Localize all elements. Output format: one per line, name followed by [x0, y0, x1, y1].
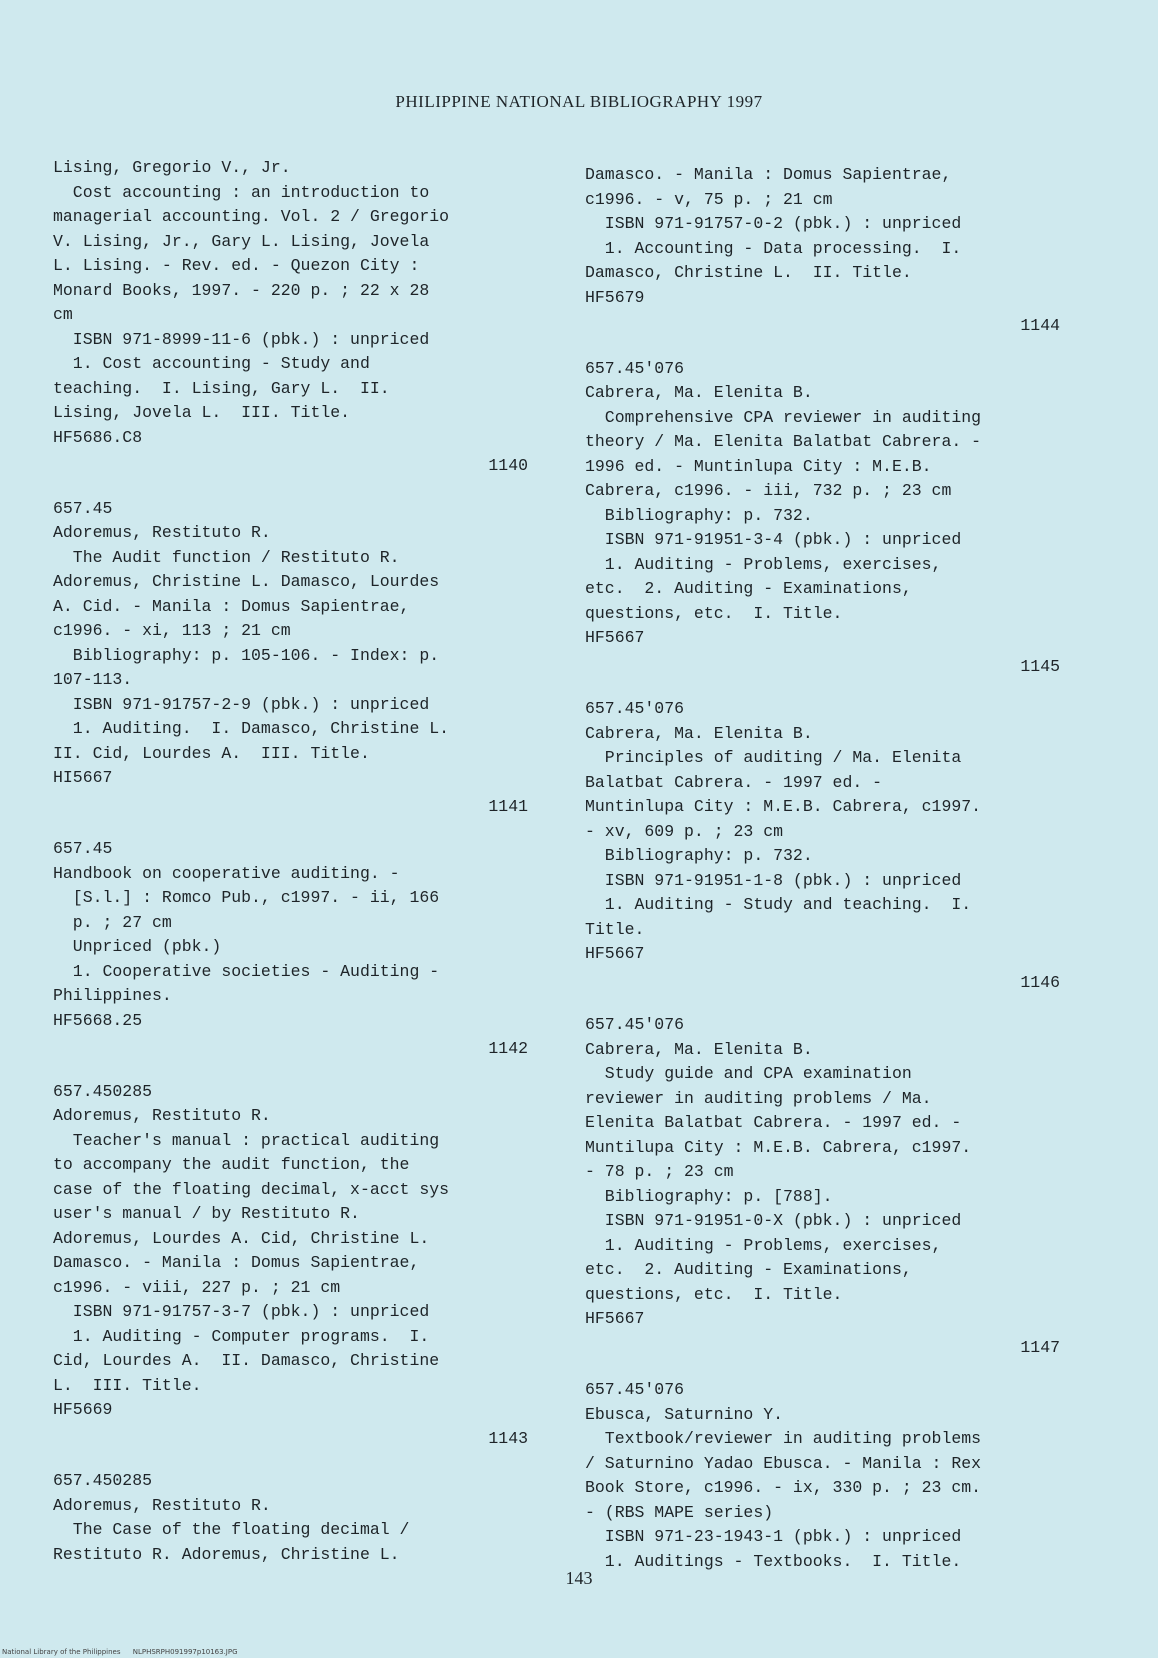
entry-line: 657.45'076	[585, 358, 685, 378]
entry-line: ISBN 971-91757-2-9 (pbk.) : unpriced	[53, 694, 430, 714]
entry-number: 1144	[1020, 316, 1060, 335]
entry-line: Cabrera, Ma. Elenita B.	[585, 1039, 813, 1059]
entry-line: Teacher's manual : practical auditing	[53, 1130, 440, 1150]
entry-line: c1996. - xi, 113 ; 21 cm	[53, 621, 291, 640]
entry-line: Adoremus, Restituto R.	[53, 523, 271, 542]
entry-line: 1. Auditing - Problems, exercises,	[585, 1235, 942, 1255]
entry-line: Adoremus, Lourdes A. Cid, Christine L.	[53, 1228, 430, 1248]
entry-line: 107-113.	[53, 670, 133, 689]
entry-line: 1. Accounting - Data processing. I.	[585, 238, 962, 258]
entry-line: Bibliography: p. [788].	[585, 1186, 833, 1206]
entry-line: Cost accounting : an introduction to	[53, 182, 430, 202]
entry-line: Textbook/reviewer in auditing problems	[585, 1429, 982, 1448]
entry-line: 1. Auditing - Computer programs. I.	[53, 1326, 430, 1346]
entry-line: ISBN 971-91757-0-2 (pbk.) : unpriced	[585, 214, 962, 233]
entry-line: ISBN 971-91951-0-X (pbk.) : unpriced	[585, 1211, 962, 1230]
bibliography-entry	[585, 163, 1060, 339]
entry-line: Cabrera, Ma. Elenita B.	[585, 723, 813, 743]
entry-line: Elenita Balatbat Cabrera. - 1997 ed. -	[585, 1113, 962, 1132]
entry-line: teaching. I. Lising, Gary L. II.	[53, 378, 390, 398]
entry-line: Lising, Gregorio V., Jr.	[53, 158, 291, 177]
entry-line: 657.45'076	[585, 699, 685, 718]
entry-line: Handbook on cooperative auditing. -	[53, 863, 400, 883]
entry-line: - 78 p. ; 23 cm	[585, 1162, 734, 1181]
entry-line: 1. Cooperative societies - Auditing -	[53, 961, 440, 981]
entry-line: HF5686.C8	[53, 427, 143, 447]
entry-number: 1140	[488, 456, 528, 475]
footer-file: NLPHSRPH091997p10163.JPG	[132, 1648, 238, 1656]
entry-line: Muntinlupa City : M.E.B. Cabrera, c1997.	[585, 797, 982, 816]
left-column	[53, 156, 528, 1585]
entry-line: questions, etc. I. Title.	[585, 1284, 843, 1304]
entry-line: c1996. - v, 75 p. ; 21 cm	[585, 189, 833, 209]
entry-line: 657.450285	[53, 1471, 153, 1490]
entry-line: The Case of the floating decimal /	[53, 1520, 410, 1539]
entry-number: 1146	[1020, 972, 1060, 992]
entry-line: Comprehensive CPA reviewer in auditing	[585, 407, 982, 427]
entry-line: 657.45'076	[585, 1380, 685, 1399]
entry-line: 1. Cost accounting - Study and	[53, 354, 370, 373]
entry-line: HF5667	[585, 944, 645, 963]
entry-line: Balatbat Cabrera. - 1997 ed. -	[585, 772, 883, 792]
entry-line: Adoremus, Christine L. Damasco, Lourdes	[53, 572, 440, 591]
entry-line: 1. Auditing. I. Damasco, Christine L.	[53, 719, 450, 738]
entry-line: A. Cid. - Manila : Domus Sapientrae,	[53, 596, 410, 616]
bibliography-entry	[53, 837, 528, 1062]
entry-line: Unpriced (pbk.)	[53, 937, 222, 956]
entry-line: user's manual / by Restituto R.	[53, 1204, 360, 1223]
entry-line: HF5667	[585, 1309, 645, 1328]
entry-line: Monard Books, 1997. - 220 p. ; 22 x 28	[53, 280, 430, 300]
entry-line: Adoremus, Restituto R.	[53, 1106, 271, 1125]
entry-line: Damasco, Christine L. II. Title.	[585, 263, 912, 282]
scan-footer	[2, 1648, 248, 1656]
entry-line: theory / Ma. Elenita Balatbat Cabrera. -	[585, 432, 982, 451]
entry-line: [S.l.] : Romco Pub., c1997. - ii, 166	[53, 888, 440, 907]
entry-line: 1. Auditing - Study and teaching. I.	[585, 895, 972, 914]
entry-line: etc. 2. Auditing - Examinations,	[585, 579, 912, 598]
entry-line: L. III. Title.	[53, 1375, 202, 1395]
entry-line: 657.45'076	[585, 1015, 685, 1034]
entry-line: Damasco. - Manila : Domus Sapientrae,	[53, 1253, 420, 1272]
entry-line: 1. Auditings - Textbooks. I. Title.	[585, 1551, 962, 1571]
entry-line: Book Store, c1996. - ix, 330 p. ; 23 cm.	[585, 1478, 982, 1497]
entry-line: Muntilupa City : M.E.B. Cabrera, c1997.	[585, 1137, 972, 1157]
page-number: 143	[565, 1568, 593, 1588]
right-column	[585, 163, 1060, 1592]
entry-line: ISBN 971-91951-1-8 (pbk.) : unpriced	[585, 870, 962, 890]
footer-library: National Library of the Philippines	[2, 1648, 121, 1656]
entry-line: L. Lising. - Rev. ed. - Quezon City :	[53, 256, 420, 275]
entry-line: Study guide and CPA examination	[585, 1064, 912, 1083]
entry-line: 657.45	[53, 839, 113, 858]
entry-line: Cabrera, c1996. - iii, 732 p. ; 23 cm	[585, 481, 952, 500]
entry-line: II. Cid, Lourdes A. III. Title.	[53, 743, 370, 763]
entry-line: ISBN 971-23-1943-1 (pbk.) : unpriced	[585, 1527, 962, 1546]
entry-line: Title.	[585, 919, 645, 939]
entry-line: HF5679	[585, 287, 645, 307]
entry-line: Bibliography: p. 732.	[585, 505, 813, 525]
entry-line: managerial accounting. Vol. 2 / Gregorio	[53, 207, 450, 226]
entry-line: questions, etc. I. Title.	[585, 603, 843, 623]
entry-line: Principles of auditing / Ma. Elenita	[585, 748, 962, 767]
entry-line: Cabrera, Ma. Elenita B.	[585, 383, 813, 402]
entry-line: 657.45	[53, 498, 113, 518]
entry-number: 1147	[1020, 1337, 1060, 1357]
bibliography-entry	[53, 1469, 528, 1567]
entry-line: p. ; 27 cm	[53, 912, 172, 932]
bibliography-entry	[53, 156, 528, 479]
entry-line: to accompany the audit function, the	[53, 1155, 410, 1174]
bibliography-entry	[585, 1013, 1060, 1360]
entry-number: 1142	[488, 1039, 528, 1058]
entry-line: ISBN 971-91757-3-7 (pbk.) : unpriced	[53, 1302, 430, 1321]
entry-line: reviewer in auditing problems / Ma.	[585, 1088, 932, 1108]
entry-line: HF5667	[585, 628, 645, 647]
entry-line: cm	[53, 305, 73, 324]
entry-line: - xv, 609 p. ; 23 cm	[585, 821, 784, 841]
entry-line: ISBN 971-91951-3-4 (pbk.) : unpriced	[585, 530, 962, 549]
bibliography-entry	[585, 1378, 1060, 1574]
entry-line: case of the floating decimal, x-acct sys	[53, 1179, 450, 1199]
bibliography-entry	[585, 357, 1060, 680]
bibliography-entry	[53, 497, 528, 820]
entry-line: Adoremus, Restituto R.	[53, 1495, 271, 1515]
entry-line: Ebusca, Saturnino Y.	[585, 1404, 784, 1424]
entry-line: HF5669	[53, 1400, 113, 1419]
bibliography-entry	[53, 1080, 528, 1452]
entry-line: Damasco. - Manila : Domus Sapientrae,	[585, 165, 952, 184]
entry-line: HI5667	[53, 768, 113, 787]
entry-line: ISBN 971-8999-11-6 (pbk.) : unpriced	[53, 329, 430, 349]
entry-number: 1145	[1020, 656, 1060, 676]
entry-line: V. Lising, Jr., Gary L. Lising, Jovela	[53, 231, 430, 251]
entry-line: Lising, Jovela L. III. Title.	[53, 403, 351, 422]
entry-line: - (RBS MAPE series)	[585, 1502, 774, 1522]
entry-line: The Audit function / Restituto R.	[53, 547, 400, 567]
entry-line: / Saturnino Yadao Ebusca. - Manila : Rex	[585, 1453, 982, 1473]
entry-line: etc. 2. Auditing - Examinations,	[585, 1260, 912, 1279]
page-header: PHILIPPINE NATIONAL BIBLIOGRAPHY 1997	[395, 92, 763, 111]
bibliography-entry	[585, 697, 1060, 995]
entry-number: 1141	[488, 796, 528, 816]
entry-line: 657.450285	[53, 1081, 153, 1101]
entry-line: Cid, Lourdes A. II. Damasco, Christine	[53, 1351, 440, 1370]
entry-line: 1996 ed. - Muntinlupa City : M.E.B.	[585, 456, 932, 476]
entry-line: 1. Auditing - Problems, exercises,	[585, 554, 942, 574]
entry-line: Philippines.	[53, 986, 172, 1005]
entry-line: Bibliography: p. 105-106. - Index: p.	[53, 645, 440, 665]
entry-line: c1996. - viii, 227 p. ; 21 cm	[53, 1277, 341, 1297]
entry-line: HF5668.25	[53, 1010, 143, 1030]
entry-number: 1143	[488, 1428, 528, 1448]
entry-line: Bibliography: p. 732.	[585, 846, 813, 865]
entry-line: Restituto R. Adoremus, Christine L.	[53, 1544, 400, 1564]
